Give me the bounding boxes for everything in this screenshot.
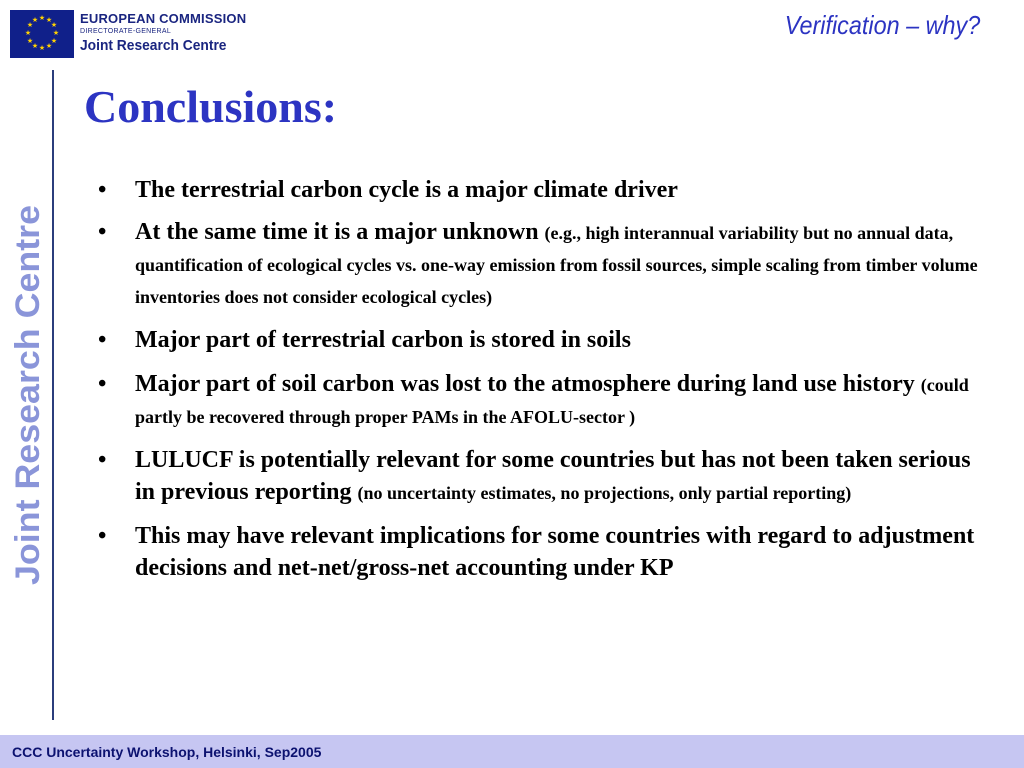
side-brand-text: Joint Research Centre — [9, 224, 47, 585]
bullet-main-text: LULUCF is potentially relevant for some countries but has not been taken serious in previous reporting — [135, 447, 971, 505]
bullet-main-text: Major part of terrestrial carbon is stored in soils — [135, 327, 631, 353]
svg-text:★: ★ — [50, 37, 58, 45]
logo-subtitle: DIRECTORATE-GENERAL — [80, 28, 172, 35]
side-brand — [6, 200, 52, 590]
list-item — [98, 174, 978, 206]
footer-text: CCC Uncertainty Workshop, Helsinki, Sep2005 — [12, 744, 322, 760]
svg-text:★: ★ — [31, 42, 39, 50]
bullet-sub-text: (could partly be recovered through proper PAMs in the AFOLU-sector ) — [135, 375, 969, 427]
bullet-main-text: At the same time it is a major unknown — [135, 219, 539, 245]
logo-centre-name: Joint Research Centre — [80, 37, 227, 54]
list-item — [98, 444, 978, 508]
jrc-logo — [10, 10, 246, 60]
list-item — [98, 368, 978, 432]
bullet-main-text: Major part of soil carbon was lost to the atmosphere during land use history — [135, 371, 915, 397]
footer-bar — [0, 735, 1024, 768]
svg-text:★: ★ — [52, 29, 60, 37]
section-title: Verification – why? — [784, 10, 980, 40]
logo-text — [80, 10, 250, 55]
svg-text:★: ★ — [31, 16, 39, 24]
svg-text:★: ★ — [38, 14, 46, 22]
page-title: Conclusions: — [84, 81, 338, 132]
bullet-sub-text: (no uncertainty estimates, no projections, only partial reporting) — [357, 483, 852, 503]
svg-text:★: ★ — [24, 29, 32, 37]
list-item — [98, 520, 978, 584]
logo-organization: EUROPEAN COMMISSION — [80, 11, 247, 26]
bullet-main-text: The terrestrial carbon cycle is a major climate driver — [135, 177, 678, 203]
side-divider — [52, 70, 54, 720]
list-item — [98, 216, 978, 312]
svg-text:★: ★ — [45, 16, 53, 24]
svg-text:★: ★ — [45, 42, 53, 50]
bullet-main-text: This may have relevant implications for some countries with regard to adjustment decisions and net-net/gross-net accounting under KP — [135, 523, 975, 581]
eu-flag-icon — [10, 10, 74, 58]
conclusions-list — [98, 174, 978, 596]
list-item — [98, 324, 978, 356]
svg-text:★: ★ — [38, 44, 46, 52]
svg-text:★: ★ — [50, 21, 58, 29]
bullet-sub-text: (e.g., high interannual variability but no annual data, quantification of ecological cycles vs. one-way emission from fossil sources, simple scaling from timber volume inventories does not consider ecological cycles) — [135, 223, 978, 307]
svg-text:★: ★ — [26, 21, 34, 29]
svg-text:★: ★ — [26, 37, 34, 45]
